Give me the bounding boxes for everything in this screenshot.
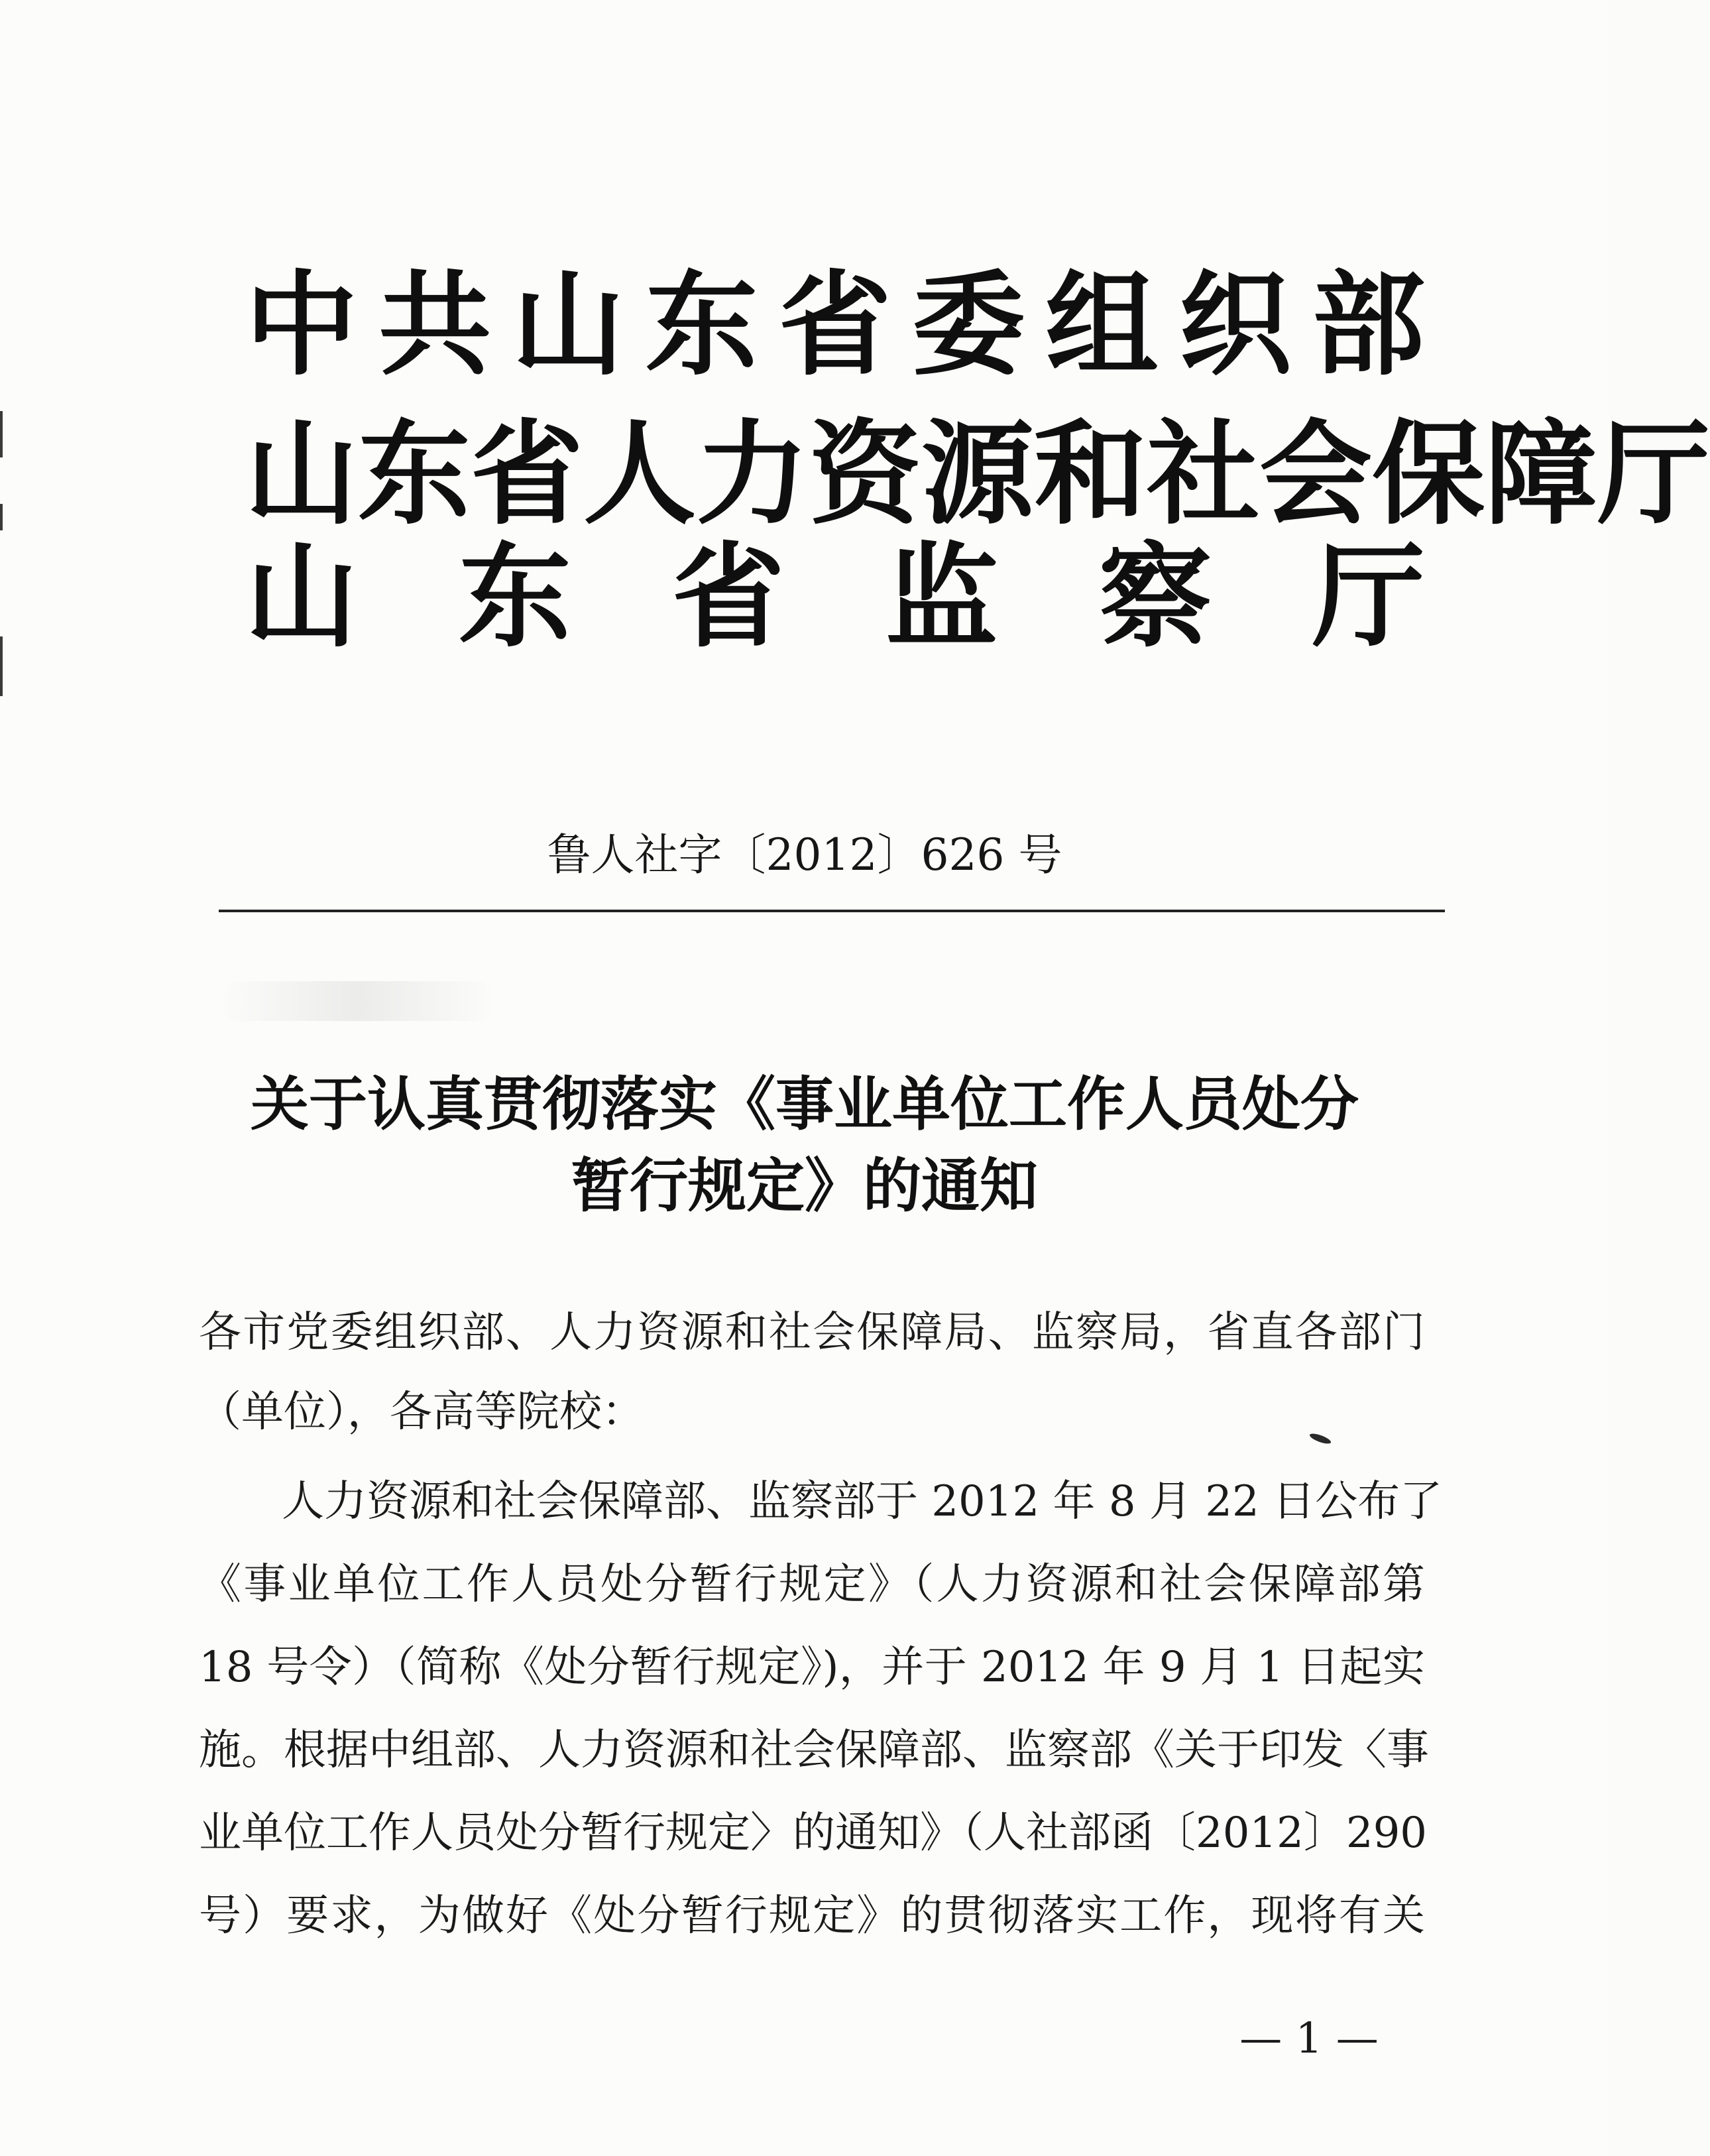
document-title-line-1: 关于认真贯彻落实《事业单位工作人员处分	[250, 1069, 1359, 1138]
issuer-char: 中	[245, 259, 359, 391]
issuer-char: 省	[471, 408, 584, 540]
issuer-char: 监	[885, 530, 998, 663]
issuer-char: 省	[671, 530, 785, 663]
issuer-char: 东	[645, 259, 758, 391]
issuer-char: 厅	[1312, 530, 1425, 663]
scan-edge-mark	[0, 636, 3, 696]
issuer-char: 织	[1178, 259, 1292, 391]
document-title-line-2: 暂行规定》的通知	[571, 1151, 1038, 1220]
issuer-organization-1	[245, 259, 1425, 391]
issuer-char: 厅	[1597, 408, 1710, 540]
issuer-char: 省	[778, 259, 891, 391]
issuer-char: 人	[583, 408, 697, 540]
issuer-char: 组	[1045, 259, 1159, 391]
body-line: 施。根据中组部、人力资源和社会保障部、监察部《关于印发〈事	[199, 1726, 1429, 1775]
body-line: 业单位工作人员处分暂行规定〉的通知》（人社部函〔2012〕290	[199, 1809, 1428, 1858]
issuer-organization-3	[245, 530, 1425, 663]
issuer-char: 东	[458, 530, 571, 663]
header-divider	[219, 910, 1445, 912]
issuer-char: 部	[1312, 259, 1425, 391]
issuer-char: 察	[1098, 530, 1212, 663]
issuer-organization-2	[245, 408, 1710, 540]
issuer-char: 力	[696, 408, 809, 540]
body-line: 号）要求，为做好《处分暂行规定》的贯彻落实工作，现将有关	[199, 1891, 1425, 1941]
body-line: 各市党委组织部、人力资源和社会保障局、监察局，省直各部门	[199, 1308, 1425, 1357]
body-line: 《事业单位工作人员处分暂行规定》（人力资源和社会保障部第	[199, 1560, 1425, 1609]
issuer-char: 资	[809, 408, 922, 540]
issuer-char: 保	[1372, 408, 1485, 540]
page-number: — 1 —	[1239, 2014, 1379, 2063]
issuer-char: 障	[1485, 408, 1598, 540]
scan-edge-mark	[0, 411, 3, 457]
issuer-char: 山	[245, 408, 359, 540]
issuer-char: 会	[1259, 408, 1373, 540]
issuer-char: 源	[921, 408, 1035, 540]
scan-bleed-through	[219, 981, 497, 1021]
issuer-char: 山	[245, 530, 359, 663]
issuer-char: 社	[1147, 408, 1260, 540]
issuer-char: 和	[1034, 408, 1147, 540]
document-number: 鲁人社字〔2012〕626 号	[547, 829, 1062, 880]
body-line: 18 号令）（简称《处分暂行规定》)，并于 2012 年 9 月 1 日起实	[199, 1643, 1425, 1692]
body-line: （单位），各高等院校：	[199, 1388, 644, 1437]
issuer-char: 东	[358, 408, 471, 540]
scan-edge-mark	[0, 504, 3, 530]
body-line: 人力资源和社会保障部、监察部于 2012 年 8 月 22 日公布了	[282, 1477, 1443, 1526]
issuer-char: 委	[912, 259, 1025, 391]
issuer-char: 山	[512, 259, 625, 391]
issuer-char: 共	[378, 259, 492, 391]
